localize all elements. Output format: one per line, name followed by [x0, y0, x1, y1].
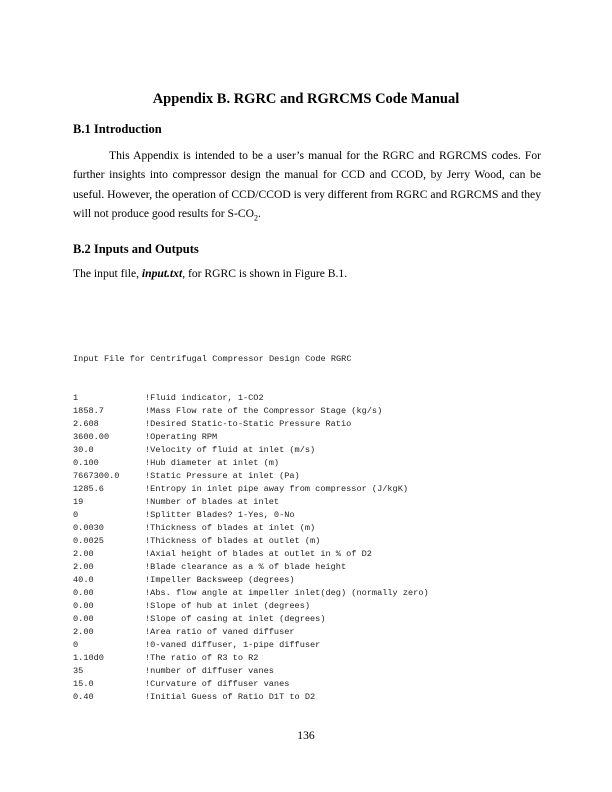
code-comment: !Mass Flow rate of the Compressor Stage (kg/s) — [145, 406, 383, 416]
code-comment: !Abs. flow angle at impeller inlet(deg) (normally zero) — [145, 588, 429, 598]
code-line — [73, 665, 429, 678]
code-value: 0.00 — [73, 601, 94, 611]
code-comment: !Axial height of blades at outlet in % of D2 — [145, 549, 372, 559]
code-comment: !Number of blades at inlet — [145, 497, 280, 507]
page-title: Appendix B. RGRC and RGRCMS Code Manual — [152, 91, 460, 107]
code-value: 7667300.0 — [73, 471, 120, 481]
page-number: 136 — [297, 729, 315, 742]
code-comment: !Splitter Blades? 1-Yes, 0-No — [145, 510, 295, 520]
code-comment: !Slope of hub at inlet (degrees) — [145, 601, 311, 611]
code-line — [73, 470, 429, 483]
code-line — [73, 457, 429, 470]
code-line — [73, 483, 429, 496]
code-value: 1285.6 — [73, 484, 104, 494]
code-comment: !Thickness of blades at inlet (m) — [145, 523, 316, 533]
code-line — [73, 691, 429, 704]
code-value: 35 — [73, 666, 84, 676]
code-line — [73, 405, 429, 418]
intro-paragraph — [73, 146, 541, 228]
text: The input file, — [73, 267, 142, 280]
code-line — [73, 626, 429, 639]
code-value: 0 — [73, 640, 79, 650]
code-value: 0.0030 — [73, 523, 104, 533]
code-value: 0.00 — [73, 588, 94, 598]
code-listing — [73, 327, 429, 704]
code-value: 1.10d0 — [73, 653, 104, 663]
code-value: 1858.7 — [73, 406, 104, 416]
code-value: 2.00 — [73, 562, 94, 572]
code-value: 3600.00 — [73, 432, 110, 442]
code-comment: !0-vaned diffuser, 1-pipe diffuser — [145, 640, 321, 650]
code-value: 15.0 — [73, 679, 94, 689]
section-heading-introduction: B.1 Introduction — [73, 122, 162, 136]
code-line — [73, 613, 429, 626]
code-comment: !Initial Guess of Ratio D1T to D2 — [145, 692, 316, 702]
code-value: 2.00 — [73, 549, 94, 559]
code-line — [73, 639, 429, 652]
code-header: Input File for Centrifugal Compressor Design Code RGRC — [73, 354, 352, 364]
code-comment: !Fluid indicator, 1-CO2 — [145, 393, 264, 403]
section-heading-inputs-outputs: B.2 Inputs and Outputs — [73, 242, 199, 256]
code-line — [73, 392, 429, 405]
code-value: 1 — [73, 393, 79, 403]
period: . — [257, 206, 261, 220]
code-value: 2.608 — [73, 419, 99, 429]
code-line — [73, 431, 429, 444]
code-comment: !Hub diameter at inlet (m) — [145, 458, 280, 468]
code-comment: !Velocity of fluid at inlet (m/s) — [145, 445, 316, 455]
code-value: 0.40 — [73, 692, 94, 702]
code-comment: !Slope of casing at inlet (degrees) — [145, 614, 326, 624]
code-value: 40.0 — [73, 575, 94, 585]
code-line — [73, 574, 429, 587]
code-line — [73, 600, 429, 613]
file-name: input.txt — [141, 267, 183, 280]
code-value: 0.00 — [73, 614, 94, 624]
code-value: 30.0 — [73, 445, 94, 455]
code-comment: !Desired Static-to-Static Pressure Ratio — [145, 419, 352, 429]
code-comment: !Thickness of blades at outlet (m) — [145, 536, 321, 546]
code-value: 0.100 — [73, 458, 99, 468]
code-value: 0.0025 — [73, 536, 104, 546]
code-line — [73, 561, 429, 574]
code-comment: !Operating RPM — [145, 432, 218, 442]
code-line — [73, 652, 429, 665]
code-line — [73, 509, 429, 522]
code-comment: !Impeller Backsweep (degrees) — [145, 575, 295, 585]
code-comment: !Static Pressure at inlet (Pa) — [145, 471, 300, 481]
inputs-paragraph — [73, 264, 541, 283]
code-line — [73, 522, 429, 535]
code-comment: !Curvature of diffuser vanes — [145, 679, 290, 689]
code-value: 19 — [73, 497, 84, 507]
code-line — [73, 587, 429, 600]
code-line — [73, 496, 429, 509]
code-line — [73, 418, 429, 431]
code-line — [73, 548, 429, 561]
code-line — [73, 444, 429, 457]
subscript: 2 — [253, 213, 258, 223]
code-line — [73, 678, 429, 691]
code-comment: !Entropy in inlet pipe away from compressor (J/kgK) — [145, 484, 409, 494]
code-comment: !Area ratio of vaned diffuser — [145, 627, 295, 637]
code-value: 0 — [73, 510, 79, 520]
code-comment: !Blade clearance as a % of blade height — [145, 562, 347, 572]
text: , for RGRC is shown in Figure B.1. — [182, 267, 348, 280]
code-value: 2.00 — [73, 627, 94, 637]
code-comment: !The ratio of R3 to R2 — [145, 653, 259, 663]
intro-text: This Appendix is intended to be a user’s manual for the RGRC and RGRCMS codes. For further insights into compressor design the manual for CCD and CCOD, by Jerry Wood, can be useful. However, the operation of CCD/CCOD is very different from RGRC and RGRCMS and they will not produce good results for S-CO — [73, 149, 541, 220]
code-comment: !number of diffuser vanes — [145, 666, 274, 676]
code-line — [73, 535, 429, 548]
